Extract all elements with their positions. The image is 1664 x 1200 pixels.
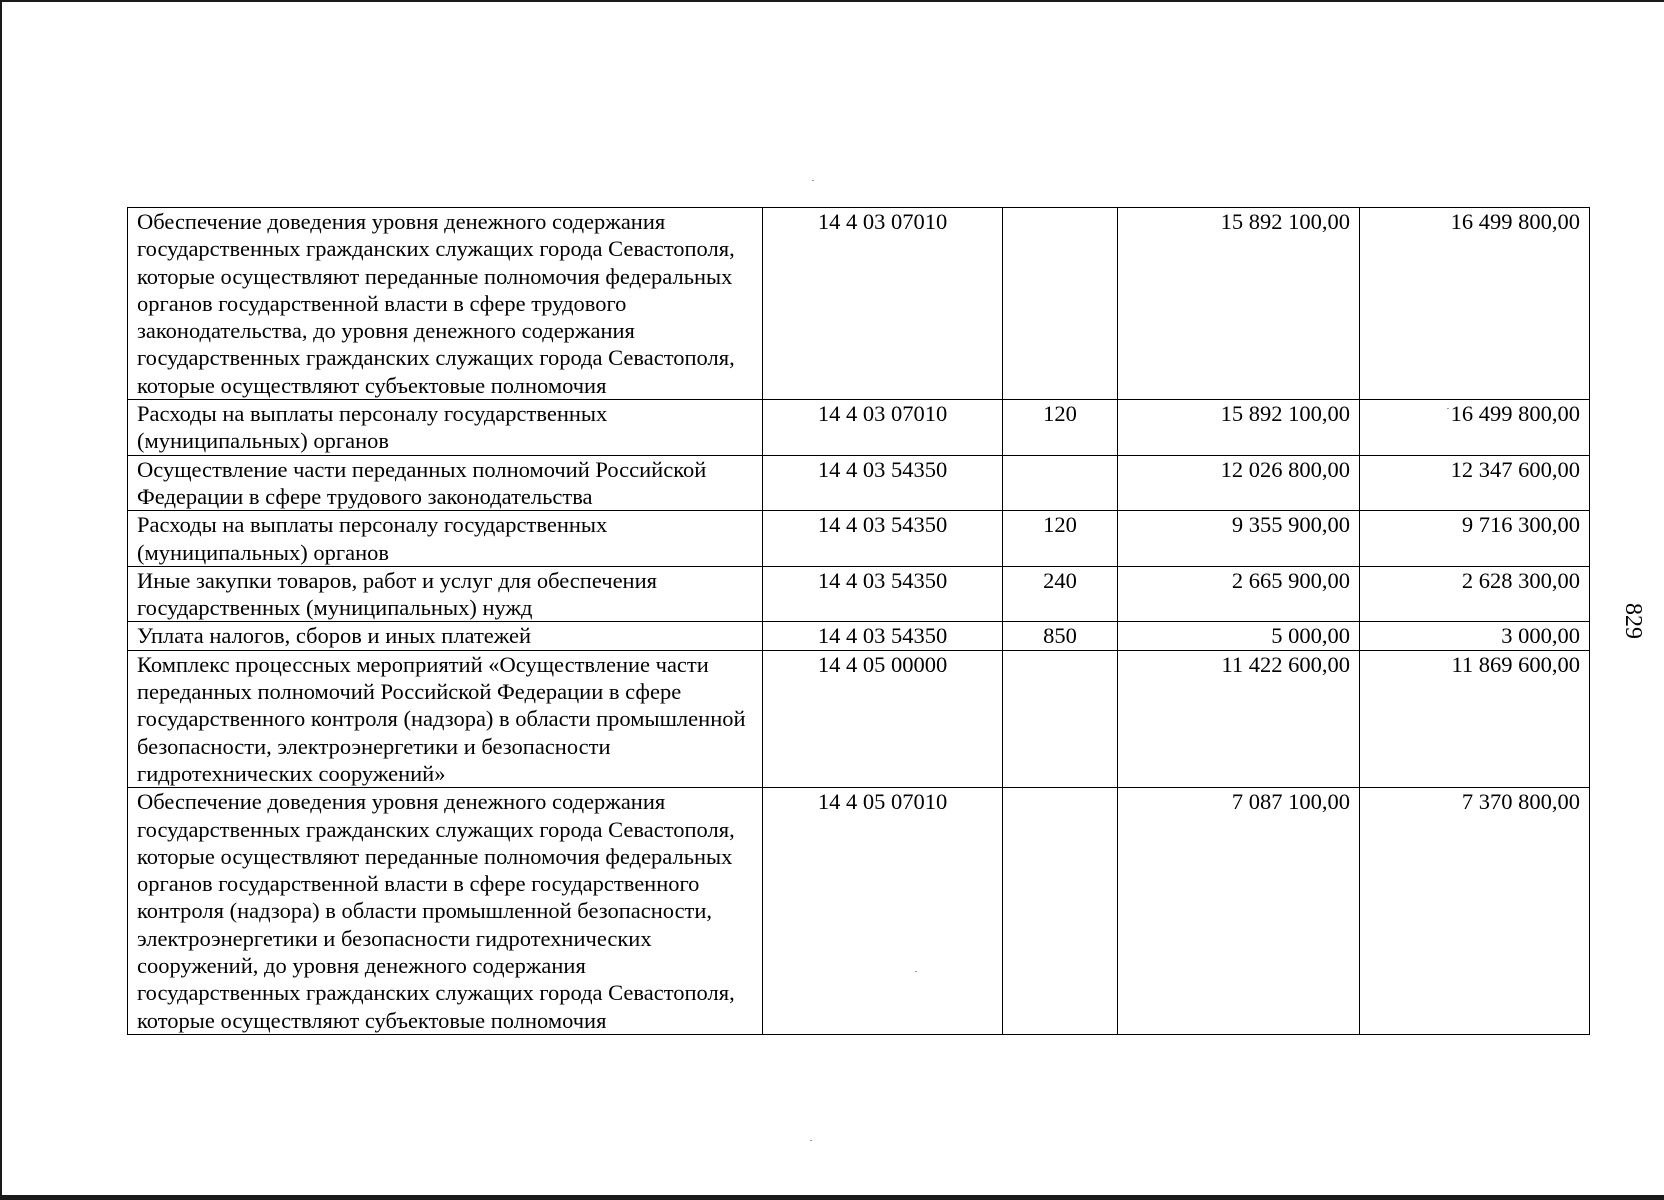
scan-speck <box>812 180 814 181</box>
table-row <box>128 788 1590 1035</box>
row-name: Иные закупки товаров, работ и услуг для обеспечения государственных (муниципальных) нужд <box>128 566 763 622</box>
row-sum-first: 7 087 100,00 <box>1118 788 1360 1035</box>
row-code: 14 4 05 00000 <box>763 650 1003 787</box>
row-expense-type <box>1003 455 1118 511</box>
row-code: 14 4 03 07010 <box>763 400 1003 456</box>
table-row <box>128 566 1590 622</box>
scan-border-left <box>0 0 2 1200</box>
budget-table-body <box>128 208 1590 1035</box>
row-name: Обеспечение доведения уровня денежного содержания государственных гражданских служащих города Севастополя, которые осуществляют переданные полномочия федеральных органов государственной власти в сфере государственного контроля (надзора) в области промышленной безопасности, электроэнергетики и безопасности гидротехнических сооружений, до уровня денежного содержания государственных гражданских служащих города Севастополя, которые осуществляют субъектовые полномочия <box>128 788 763 1035</box>
row-expense-type: 120 <box>1003 511 1118 567</box>
table-row <box>128 455 1590 511</box>
row-sum-first: 15 892 100,00 <box>1118 400 1360 456</box>
row-name: Обеспечение доведения уровня денежного содержания государственных гражданских служащих города Севастополя, которые осуществляют переданные полномочия федеральных органов государственной власти в сфере трудового законодательства, до уровня денежного содержания государственных гражданских служащих города Севастополя, которые осуществляют субъектовые полномочия <box>128 208 763 400</box>
scan-speck <box>810 1140 812 1141</box>
row-code: 14 4 03 54350 <box>763 622 1003 650</box>
row-sum-second: 7 370 800,00 <box>1360 788 1590 1035</box>
row-name: Расходы на выплаты персоналу государственных (муниципальных) органов <box>128 400 763 456</box>
scan-border-bottom <box>0 1195 1664 1200</box>
row-name: Уплата налогов, сборов и иных платежей <box>128 622 763 650</box>
row-sum-second: 3 000,00 <box>1360 622 1590 650</box>
row-expense-type: 850 <box>1003 622 1118 650</box>
table-row <box>128 400 1590 456</box>
scan-border-top <box>0 0 1664 2</box>
row-sum-second: 11 869 600,00 <box>1360 650 1590 787</box>
row-code: 14 4 03 54350 <box>763 566 1003 622</box>
row-sum-first: 12 026 800,00 <box>1118 455 1360 511</box>
row-code: 14 4 03 54350 <box>763 511 1003 567</box>
row-sum-second: 9 716 300,00 <box>1360 511 1590 567</box>
row-sum-second: 12 347 600,00 <box>1360 455 1590 511</box>
row-sum-first: 11 422 600,00 <box>1118 650 1360 787</box>
table-row <box>128 511 1590 567</box>
page-number: 829 <box>1620 603 1646 639</box>
row-name: Комплекс процессных мероприятий «Осуществление части переданных полномочий Российской Федерации в сфере государственного контроля (надзора) в области промышленной безопасности, электроэнергетики и безопасности гидротехнических сооружений» <box>128 650 763 787</box>
row-sum-first: 2 665 900,00 <box>1118 566 1360 622</box>
row-sum-first: 15 892 100,00 <box>1118 208 1360 400</box>
row-expense-type <box>1003 208 1118 400</box>
row-expense-type <box>1003 788 1118 1035</box>
table-row <box>128 208 1590 400</box>
row-code: 14 4 03 54350 <box>763 455 1003 511</box>
table-row <box>128 650 1590 787</box>
row-expense-type <box>1003 650 1118 787</box>
row-name: Осуществление части переданных полномочий Российской Федерации в сфере трудового законодательства <box>128 455 763 511</box>
row-expense-type: 120 <box>1003 400 1118 456</box>
row-sum-second: 16 499 800,00 <box>1360 400 1590 456</box>
row-sum-first: 9 355 900,00 <box>1118 511 1360 567</box>
row-name: Расходы на выплаты персоналу государственных (муниципальных) органов <box>128 511 763 567</box>
row-expense-type: 240 <box>1003 566 1118 622</box>
row-sum-second: 16 499 800,00 <box>1360 208 1590 400</box>
row-code: 14 4 03 07010 <box>763 208 1003 400</box>
table-row <box>128 622 1590 650</box>
row-sum-first: 5 000,00 <box>1118 622 1360 650</box>
row-sum-second: 2 628 300,00 <box>1360 566 1590 622</box>
budget-table <box>127 207 1590 1035</box>
row-code: 14 4 05 07010 <box>763 788 1003 1035</box>
